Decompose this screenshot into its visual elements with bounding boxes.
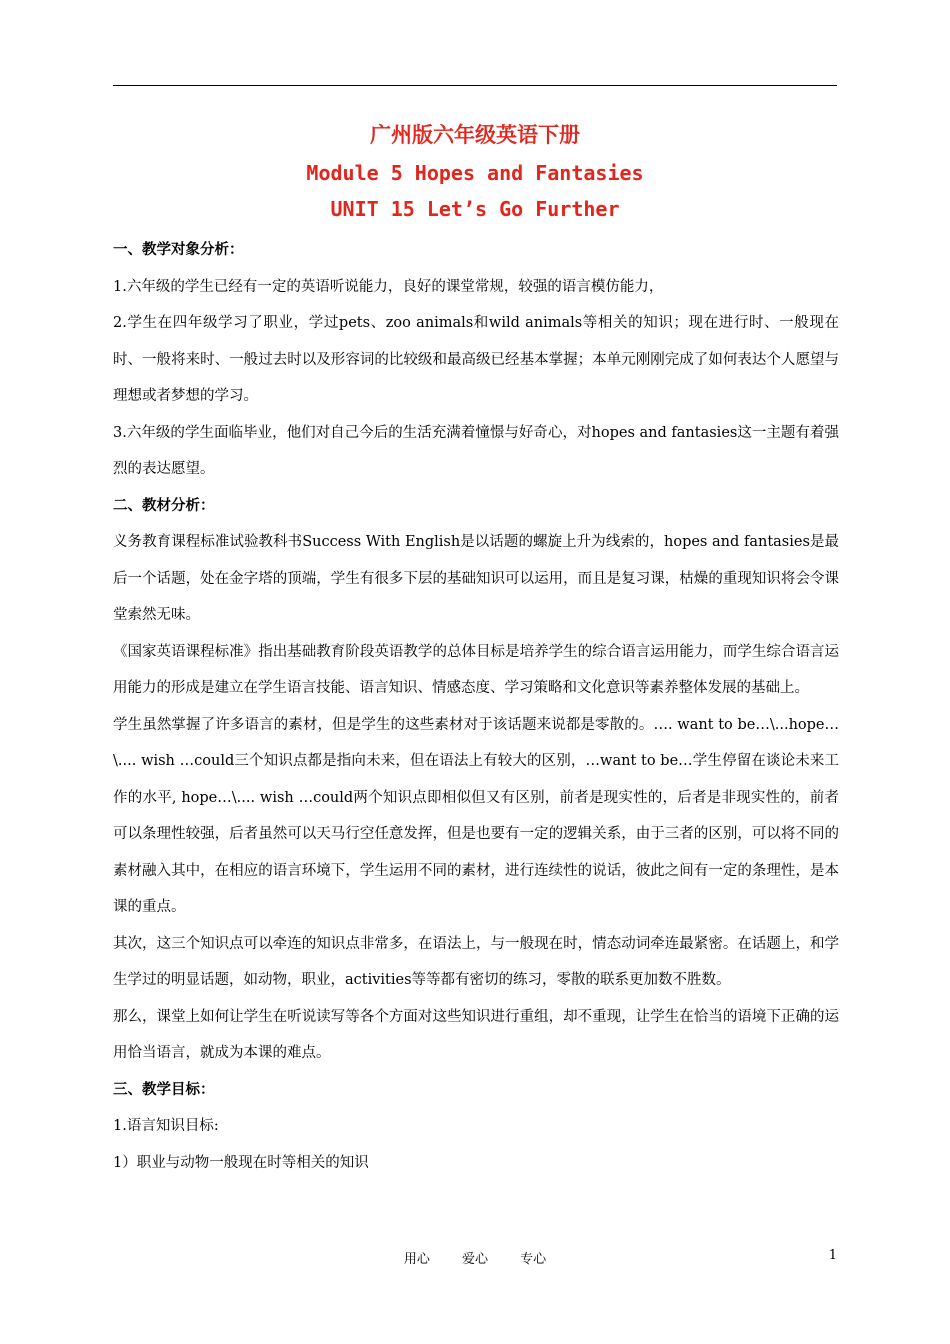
- paragraph: 1）职业与动物一般现在时等相关的知识: [113, 1154, 369, 1171]
- section-heading-2: 二、教材分析：: [113, 496, 215, 514]
- title-chinese: 广州版六年级英语下册: [370, 122, 580, 147]
- paragraph: 其次，这三个知识点可以牵连的知识点非常多，在语法上，与一般现在时，情态动词牵连最紧密。在话题上，和学生学过的明显话题，如动物，职业，activities等等都有密切的练习，零散的联系更加数不胜数。: [113, 935, 839, 988]
- paragraph: 那么，课堂上如何让学生在听说读写等各个方面对这些知识进行重组，却不重现，让学生在恰当的语境下正确的运用恰当语言，就成为本课的难点。: [113, 1008, 839, 1061]
- paragraph: 2.学生在四年级学习了职业，学过pets、zoo animals和wild animals等相关的知识；现在进行时、一般现在时、一般将来时、一般过去时以及形容词的比较级和最高级已经基本掌握；本单元刚刚完成了如何表达个人愿望与理想或者梦想的学习。: [113, 315, 839, 404]
- paragraph: 1.语言知识目标:: [113, 1118, 219, 1134]
- title-unit: UNIT 15 Let’s Go Further: [330, 197, 620, 221]
- paragraph: 《国家英语课程标准》指出基础教育阶段英语教学的总体目标是培养学生的综合语言运用能力，而学生综合语言运用能力的形成是建立在学生语言技能、语言知识、情感态度、学习策略和文化意识等素养整体发展的基础上。: [113, 643, 839, 696]
- footer-motto: 用心 爱心 专心: [403, 1252, 547, 1267]
- document-body: [113, 232, 839, 1181]
- paragraph: 学生虽然掌握了许多语言的素材，但是学生的这些素材对于该话题来说都是零散的。…. want to be…\...hope…\.... wish …could三个知识点都是指向未来，但在语法上有较大的区别，…want to be…学生停留在谈论未来工作的水平, hope…\.... wish …could两个知识点即相似但又有区别，前者是现实性的，后者是非现实性的，前者可以条理性较强，后者虽然可以天马行空任意发挥，但是也要有一定的逻辑关系，由于三者的区别，可以将不同的素材融入其中，在相应的语言环境下，学生运用不同的素材，进行连续性的说话，彼此之间有一定的条理性，是本课的重点。: [113, 716, 839, 915]
- title-module: Module 5 Hopes and Fantasies: [306, 161, 644, 185]
- paragraph: 义务教育课程标准试验教科书Success With English是以话题的螺旋上升为线索的，hopes and fantasies是最后一个话题，处在金字塔的顶端，学生有很多下层的基础知识可以运用，而且是复习课，枯燥的重现知识将会令课堂索然无味。: [113, 534, 839, 623]
- section-heading-3: 三、教学目标：: [113, 1080, 215, 1098]
- header-rule: [113, 85, 837, 86]
- paragraph: 1.六年级的学生已经有一定的英语听说能力，良好的课堂常规，较强的语言模仿能力，: [113, 278, 664, 295]
- paragraph: 3.六年级的学生面临毕业，他们对自己今后的生活充满着憧憬与好奇心，对hopes and fantasies这一主题有着强烈的表达愿望。: [113, 424, 839, 477]
- section-heading-1: 一、教学对象分析：: [113, 241, 244, 258]
- page-number: 1: [828, 1248, 837, 1263]
